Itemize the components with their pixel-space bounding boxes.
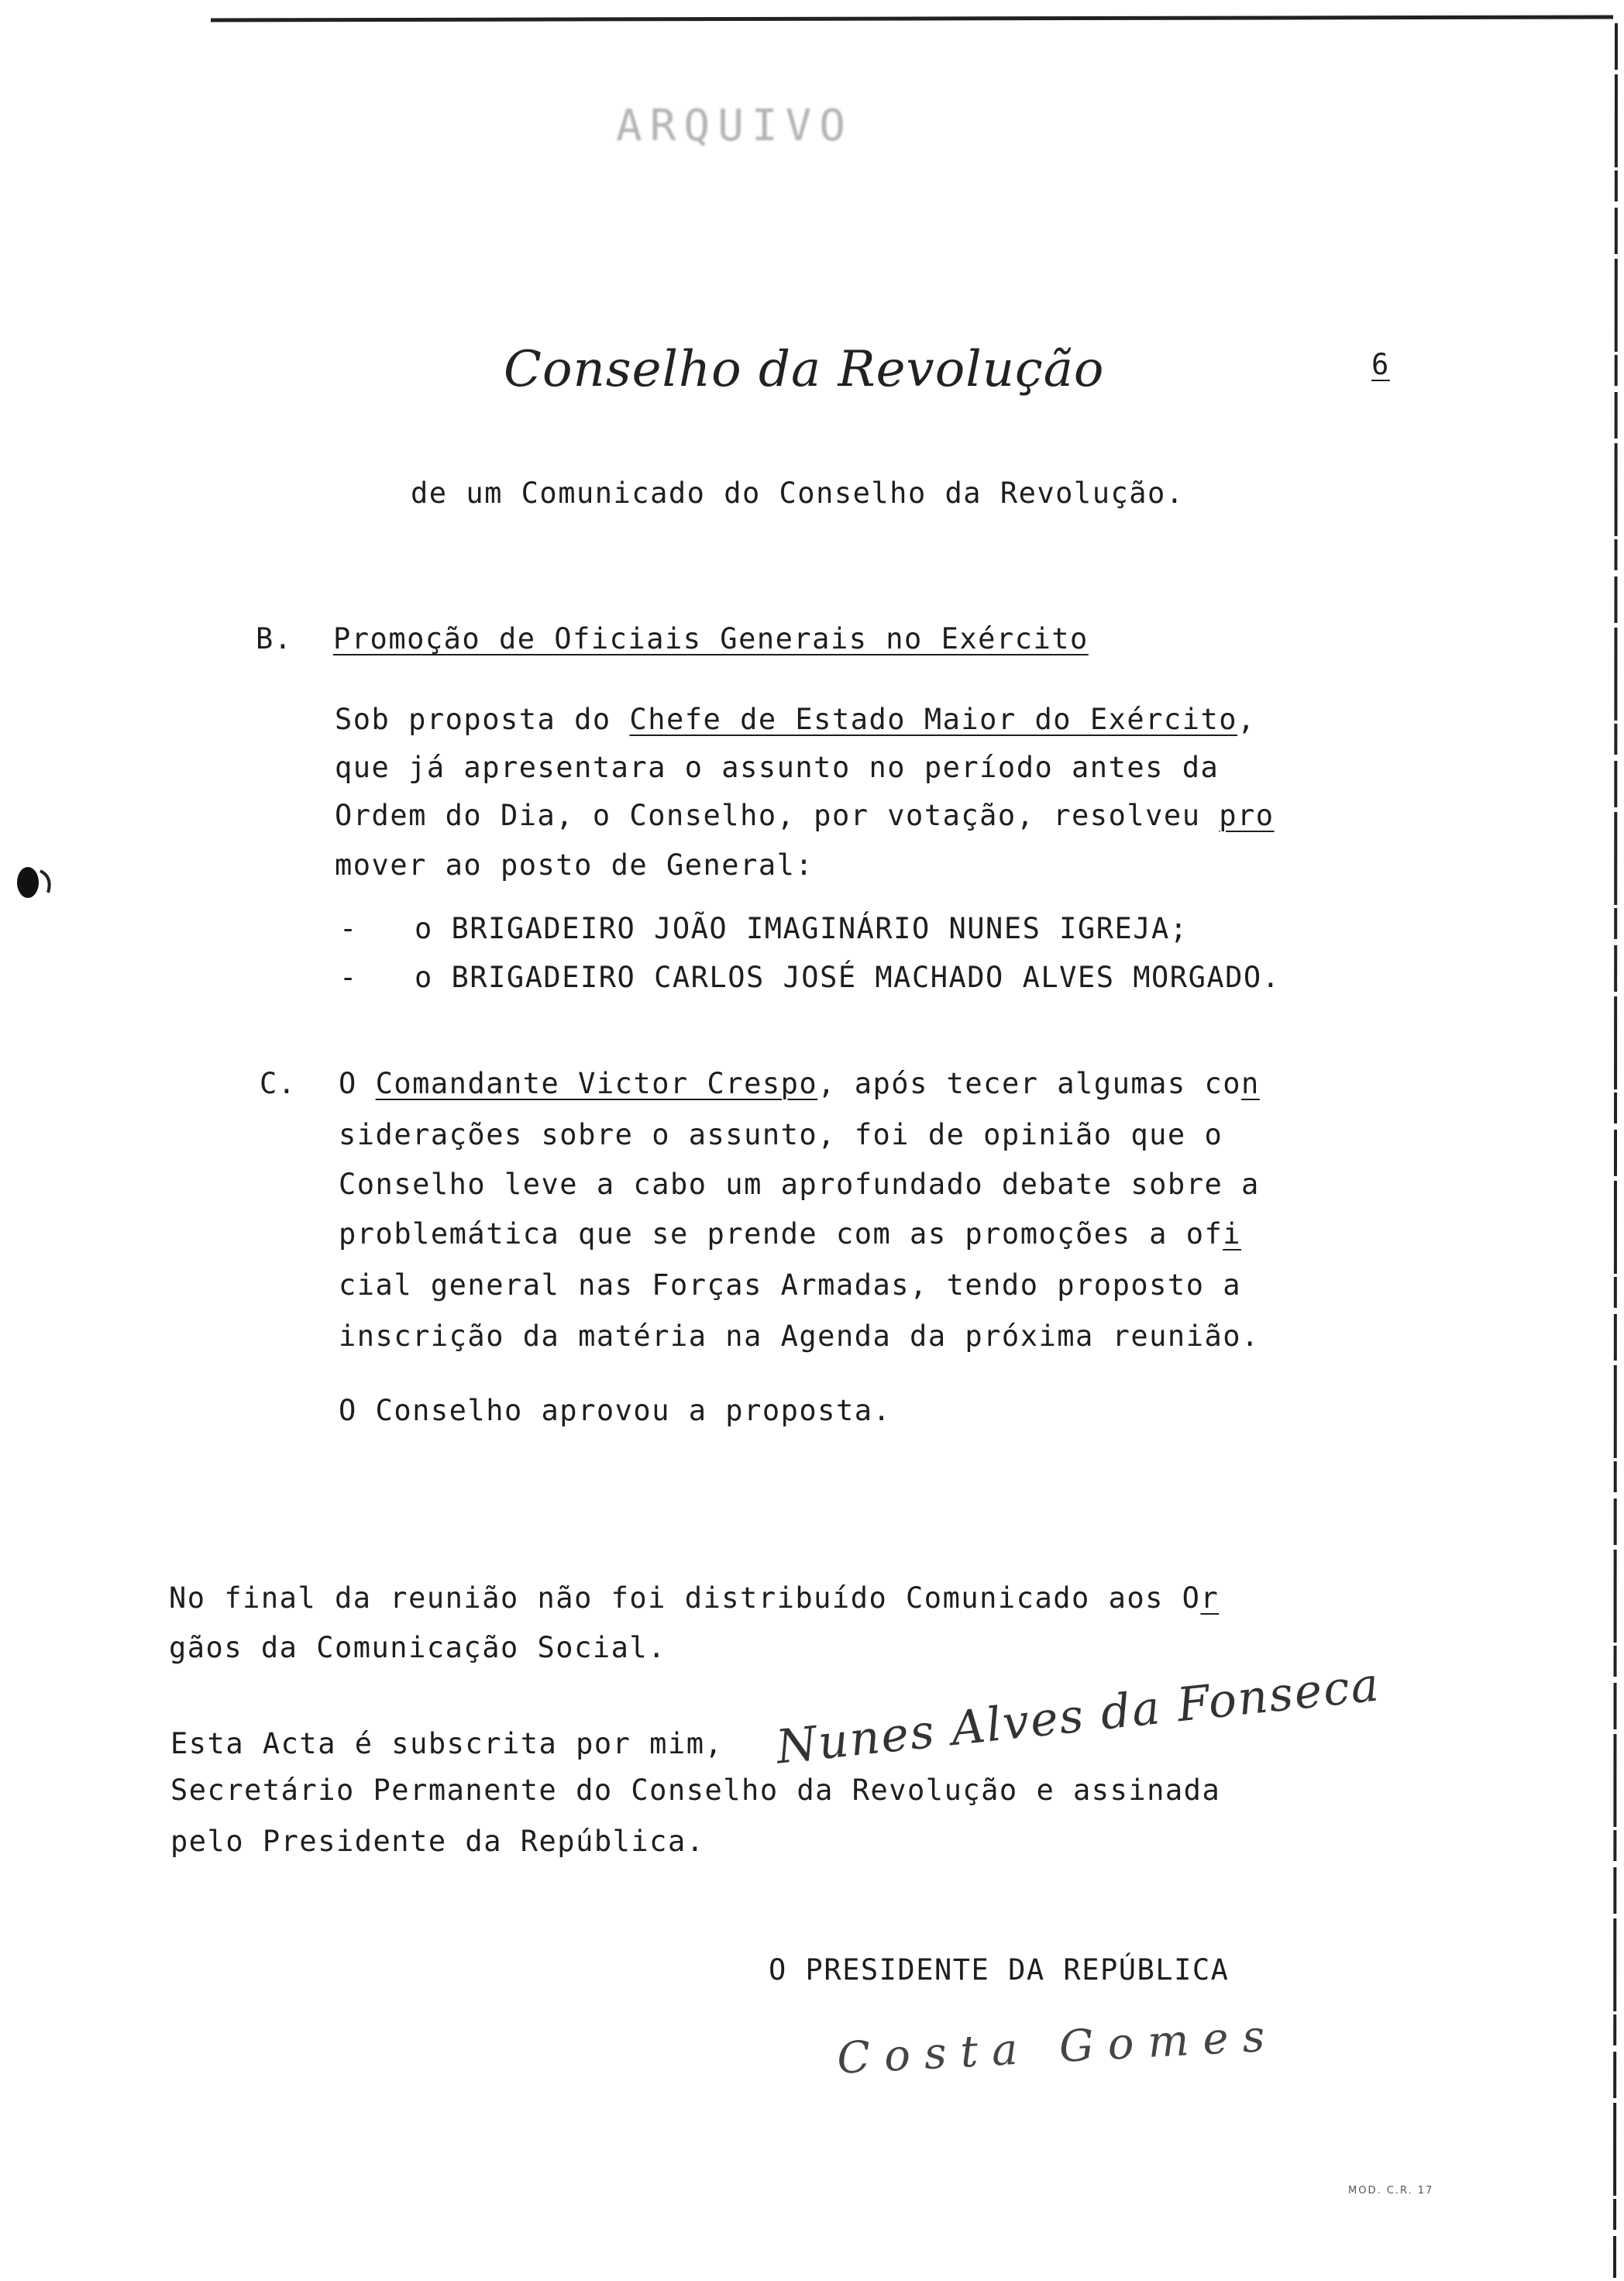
- letterhead-title: Conselho da Revolução: [504, 341, 1105, 398]
- secretary-signature: Nunes Alves da Fonseca: [773, 1657, 1383, 1775]
- final-line-1: No final da reunião não foi distribuído Comunicado aos Or: [169, 1581, 1220, 1615]
- section-b-letter: B.: [256, 622, 293, 655]
- final-line-2: gãos da Comunicação Social.: [169, 1631, 666, 1664]
- section-c-approval: O Conselho aprovou a proposta.: [339, 1394, 892, 1427]
- right-edge-line: [1615, 23, 1616, 2278]
- page-number: 6: [1371, 348, 1390, 381]
- list-item: o BRIGADEIRO CARLOS JOSÉ MACHADO ALVES MORGADO.: [415, 961, 1281, 994]
- list-item-dash: -: [339, 912, 358, 945]
- section-b-line-4: mover ao posto de General:: [335, 848, 814, 882]
- section-b-title: Promoção de Oficiais Generais no Exército: [333, 622, 1089, 655]
- acta-line-3: pelo Presidente da República.: [170, 1825, 705, 1858]
- list-item-dash: -: [339, 961, 358, 994]
- punch-hole: [17, 867, 39, 898]
- president-signature: Costa Gomes: [835, 2011, 1280, 2084]
- section-b-line-2: que já apresentara o assunto no período antes da: [335, 751, 1220, 784]
- archive-stamp: ARQUIVO: [616, 101, 854, 151]
- list-item: o BRIGADEIRO JOÃO IMAGINÁRIO NUNES IGREJA;: [415, 912, 1189, 945]
- section-b-line-1: Sob proposta do Chefe de Estado Maior do Exército,: [335, 703, 1256, 736]
- section-c-line-3: Conselho leve a cabo um aprofundado debate sobre a: [339, 1168, 1260, 1201]
- section-c-line-4: problemática que se prende com as promoções a ofi: [339, 1217, 1242, 1251]
- section-c-letter: C.: [260, 1067, 297, 1100]
- section-b-line-3: Ordem do Dia, o Conselho, por votação, resolveu pro: [335, 799, 1275, 832]
- acta-line-1: Esta Acta é subscrita por mim,: [170, 1727, 724, 1760]
- president-label: O PRESIDENTE DA REPÚBLICA: [769, 1953, 1230, 1987]
- section-c-line-1: O Comandante Victor Crespo, após tecer algumas con: [339, 1067, 1260, 1100]
- section-c-line-6: inscrição da matéria na Agenda da próxima reunião.: [339, 1319, 1260, 1353]
- form-code: MOD. C.R. 17: [1348, 2185, 1434, 2197]
- intro-line: de um Comunicado do Conselho da Revolução.: [411, 476, 1185, 510]
- section-c-line-2: siderações sobre o assunto, foi de opinião que o: [339, 1118, 1223, 1151]
- acta-line-2: Secretário Permanente do Conselho da Revolução e assinada: [170, 1774, 1221, 1807]
- top-edge-line: [211, 17, 1613, 20]
- section-c-line-5: cial general nas Forças Armadas, tendo proposto a: [339, 1268, 1242, 1302]
